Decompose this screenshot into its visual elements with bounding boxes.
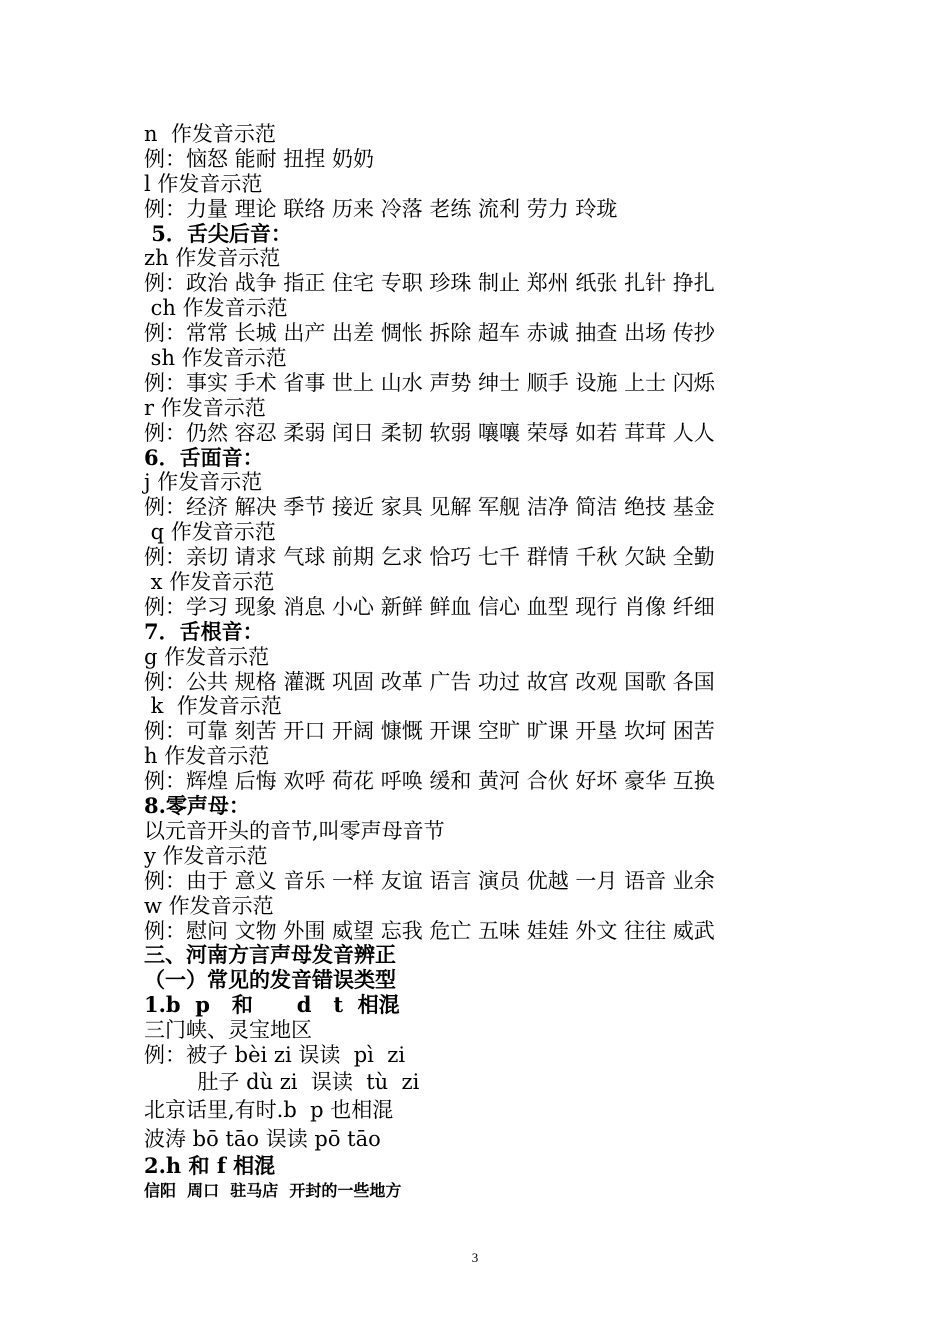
section-heading: 6．舌面音： — [144, 444, 264, 470]
text-line: 例：辉煌 后悔 欢呼 荷花 呼唤 缓和 黄河 合伙 好坏 豪华 互换 — [144, 769, 715, 794]
text-line: 例：由于 意义 音乐 一样 友谊 语言 演员 优越 一月 语音 业余 — [144, 868, 715, 893]
text-line: 三门峡、灵宝地区 — [144, 1018, 312, 1043]
text-line: 例：经济 解决 季节 接近 家具 见解 军舰 洁净 简洁 绝技 基金 — [144, 495, 715, 520]
text-line: 例：可靠 刻苦 开口 开阔 慷慨 开课 空旷 旷课 开垦 坎坷 困苦 — [144, 719, 715, 744]
text-line: ch 作发音示范 — [144, 296, 288, 321]
document-body — [144, 122, 764, 1203]
text-line: 例：政治 战争 指正 住宅 专职 珍珠 制止 郑州 纸张 扎针 挣扎 — [144, 271, 715, 296]
text-line: 例：恼怒 能耐 扭捏 奶奶 — [144, 146, 375, 171]
chapter-heading: 三、河南方言声母发音辨正 — [144, 942, 396, 968]
text-line: 肚子 dù zi 误读 tù zi — [144, 1069, 420, 1094]
text-line: w 作发音示范 — [144, 893, 274, 918]
text-line: l 作发音示范 — [144, 171, 263, 196]
text-line: 北京话里,有时.b p 也相混 — [144, 1098, 394, 1123]
page-number: 3 — [471, 1250, 479, 1265]
text-line: 例：常常 长城 出产 出差 惆怅 拆除 超车 赤诚 抽查 出场 传抄 — [144, 321, 715, 346]
section-heading: 2.h 和 f 相混 — [144, 1152, 276, 1178]
text-line: 例：公共 规格 灌溉 巩固 改革 广告 功过 故宫 改观 国歌 各国 — [144, 669, 715, 694]
text-line: h 作发音示范 — [144, 744, 270, 769]
section-heading: 1.b p 和 d t 相混 — [144, 992, 400, 1018]
subsection-heading: （一）常见的发音错误类型 — [144, 967, 396, 993]
text-line: x 作发音示范 — [144, 570, 275, 595]
text-line: 例：亲切 请求 气球 前期 乞求 恰巧 七千 群情 千秋 欠缺 全勤 — [144, 545, 715, 570]
text-line: zh 作发音示范 — [144, 246, 281, 271]
text-line: r 作发音示范 — [144, 395, 266, 420]
text-line: 例：被子 bèi zi 误读 pì zi — [144, 1042, 406, 1067]
section-heading: 8.零声母： — [144, 793, 250, 819]
text-line: j 作发音示范 — [144, 470, 263, 495]
section-heading: 7．舌根音： — [144, 618, 264, 644]
text-line: 信阳 周口 驻马店 开封的一些地方 — [144, 1180, 402, 1200]
text-line: 例：学习 现象 消息 小心 新鲜 鲜血 信心 血型 现行 肖像 纤细 — [144, 594, 715, 619]
text-line: 以元音开头的音节,叫零声母音节 — [144, 818, 445, 843]
text-line: 例：慰问 文物 外围 威望 忘我 危亡 五味 娃娃 外文 往往 威武 — [144, 918, 715, 943]
text-line: k 作发音示范 — [144, 694, 282, 719]
text-line: 例：事实 手术 省事 世上 山水 声势 绅士 顺手 设施 上士 闪烁 — [144, 370, 715, 395]
text-line: sh 作发音示范 — [144, 346, 287, 371]
text-line: 波涛 bō tāo 误读 pō tāo — [144, 1127, 381, 1152]
text-line: g 作发音示范 — [144, 644, 270, 669]
text-line: n 作发音示范 — [144, 122, 276, 146]
text-line: y 作发音示范 — [144, 843, 268, 868]
text-line: 例：仍然 容忍 柔弱 闰日 柔韧 软弱 嚷嚷 荣辱 如若 茸茸 人人 — [144, 420, 715, 445]
text-line: q 作发音示范 — [144, 520, 276, 545]
text-line: 例：力量 理论 联络 历来 冷落 老练 流利 劳力 玲珑 — [144, 196, 618, 221]
section-heading: 5．舌尖后音： — [144, 220, 292, 246]
